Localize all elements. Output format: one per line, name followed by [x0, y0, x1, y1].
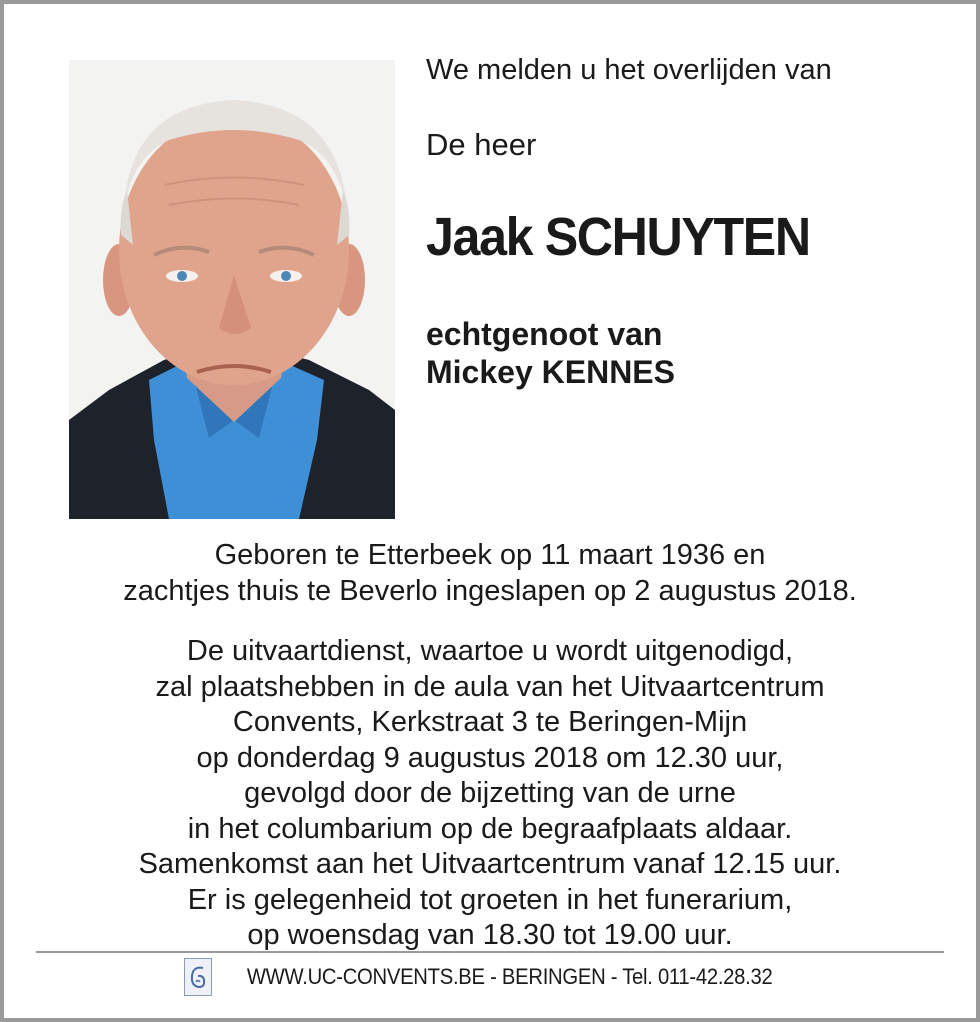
funeral-service-paragraph: [0, 634, 980, 954]
intro-text: We melden u het overlijden van: [426, 54, 832, 86]
text-line: Convents, Kerkstraat 3 te Beringen-Mijn: [232, 706, 748, 738]
footer: [0, 958, 980, 1000]
spouse-name: Mickey KENNES: [426, 354, 675, 390]
spouse-block: [426, 315, 675, 391]
text-line: Samenkomst aan het Uitvaartcentrum vanaf 12.15 uur.: [138, 848, 842, 880]
text-line: in het columbarium op de begraafplaats aldaar.: [187, 812, 793, 845]
footer-divider: [36, 951, 944, 953]
portrait-photo: [69, 60, 395, 519]
text-line: zachtjes thuis te Beverlo ingeslapen op 2 augustus 2018.: [123, 575, 857, 607]
spouse-label: echtgenoot van: [426, 316, 663, 352]
birth-death-paragraph: [0, 537, 980, 609]
deceased-name: Jaak SCHUYTEN: [426, 207, 810, 267]
text-line: gevolgd door de bijzetting van de urne: [244, 777, 736, 809]
text-line: Er is gelegenheid tot groeten in het funerarium,: [187, 883, 793, 916]
text-line: zal plaatshebben in de aula van het Uitvaartcentrum: [155, 670, 825, 703]
honorific: De heer: [426, 127, 537, 162]
text-line: Geboren te Etterbeek op 11 maart 1936 en: [214, 539, 766, 571]
text-line: op woensdag van 18.30 tot 19.00 uur.: [247, 919, 733, 951]
funeral-home-logo-icon: [184, 958, 212, 996]
text-line: op donderdag 9 augustus 2018 om 12.30 uur,: [196, 741, 784, 774]
text-line: De uitvaartdienst, waartoe u wordt uitgenodigd,: [186, 635, 794, 667]
footer-contact: WWW.UC-CONVENTS.BE - BERINGEN - Tel. 011-42.28.32: [247, 964, 773, 989]
